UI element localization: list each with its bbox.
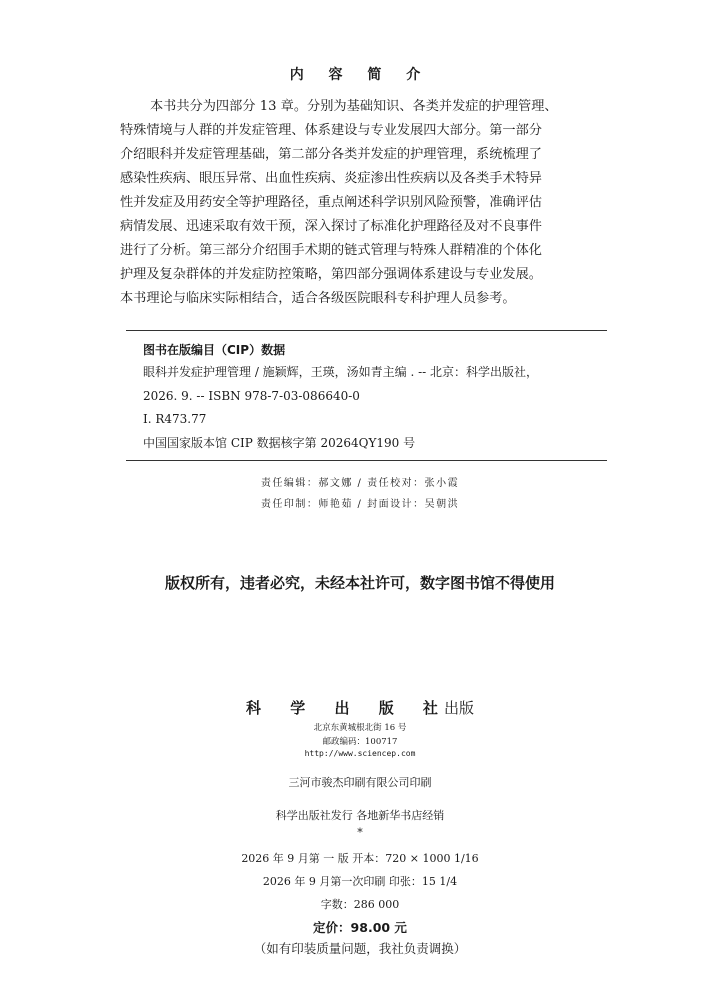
summary-line-6: 病情发展、迅速采取有效干预，深入探讨了标准化护理路径及对不良事件	[120, 219, 542, 234]
cip-line-1: 眼科并发症护理管理 / 施颖辉，王瑛，汤如青主编 . -- 北京：科学出版社，	[143, 365, 539, 379]
summary-line-1: 本书共分为四部分 13 章。分别为基础知识、各类并发症的护理管理、	[150, 99, 558, 114]
edition-line-3: 字数：286 000	[320, 898, 400, 911]
cip-top-rule	[126, 330, 607, 331]
copyright-notice: 版权所有，违者必究，未经本社许可，数字图书馆不得使用	[164, 574, 555, 592]
cip-bottom-rule	[126, 460, 607, 461]
editors-line-2: 责任印制：师艳茹 / 封面设计：吴朝洪	[260, 499, 460, 510]
summary-line-4: 感染性疾病、眼压异常、出血性疾病、炎症渗出性疾病以及各类手术特异	[120, 171, 542, 186]
summary-line-5: 性并发症及用药安全等护理路径，重点阐述科学识别风险预警，准确评估	[120, 195, 542, 210]
publisher-suffix: 出版	[443, 699, 474, 717]
printer-line: 三河市骏杰印刷有限公司印刷	[288, 776, 432, 789]
summary-line-3: 介绍眼科并发症管理基础，第二部分各类并发症的护理管理，系统梳理了	[120, 147, 542, 162]
cip-line-4: 中国国家版本馆 CIP 数据核字第 20264QY190 号	[143, 436, 416, 450]
summary-line-9: 本书理论与临床实际相结合，适合各级医院眼科专科护理人员参考。	[120, 291, 516, 306]
summary-line-2: 特殊情境与人群的并发症管理、体系建设与专业发展四大部分。第一部分	[120, 123, 542, 138]
edition-line-2: 2026 年 9 月第一次印刷 印张：15 1/4	[262, 875, 458, 888]
publisher-name-block	[0, 697, 720, 718]
publisher-postcode: 邮政编码：100717	[322, 737, 398, 747]
price: 定价：98.00 元	[313, 920, 407, 935]
cip-line-3: Ⅰ. R473.77	[143, 412, 207, 426]
cip-title: 图书在版编目（CIP）数据	[143, 343, 286, 357]
return-notice: （如有印装质量问题，我社负责调换）	[253, 941, 467, 956]
distribution-line: 科学出版社发行 各地新华书店经销	[275, 809, 445, 822]
edition-line-1: 2026 年 9 月第 一 版 开本：720 × 1000 1/16	[241, 852, 479, 865]
summary-heading: 内 容 简 介	[289, 67, 431, 83]
summary-line-8: 护理及复杂群体的并发症防控策略，第四部分强调体系建设与专业发展。	[120, 267, 542, 282]
publisher-name: 科 学 出 版 社	[246, 699, 450, 717]
cip-line-2: 2026. 9. -- ISBN 978-7-03-086640-0	[143, 389, 360, 403]
summary-line-7: 进行了分析。第三部分介绍围手术期的链式管理与特殊人群精准的个体化	[120, 243, 542, 258]
separator-star: *	[357, 826, 363, 839]
publisher-address: 北京东黄城根北街 16 号	[313, 723, 407, 733]
publisher-website: http://www.sciencep.com	[304, 749, 416, 758]
editors-line-1: 责任编辑：郝文娜 / 责任校对：张小霞	[260, 478, 460, 489]
